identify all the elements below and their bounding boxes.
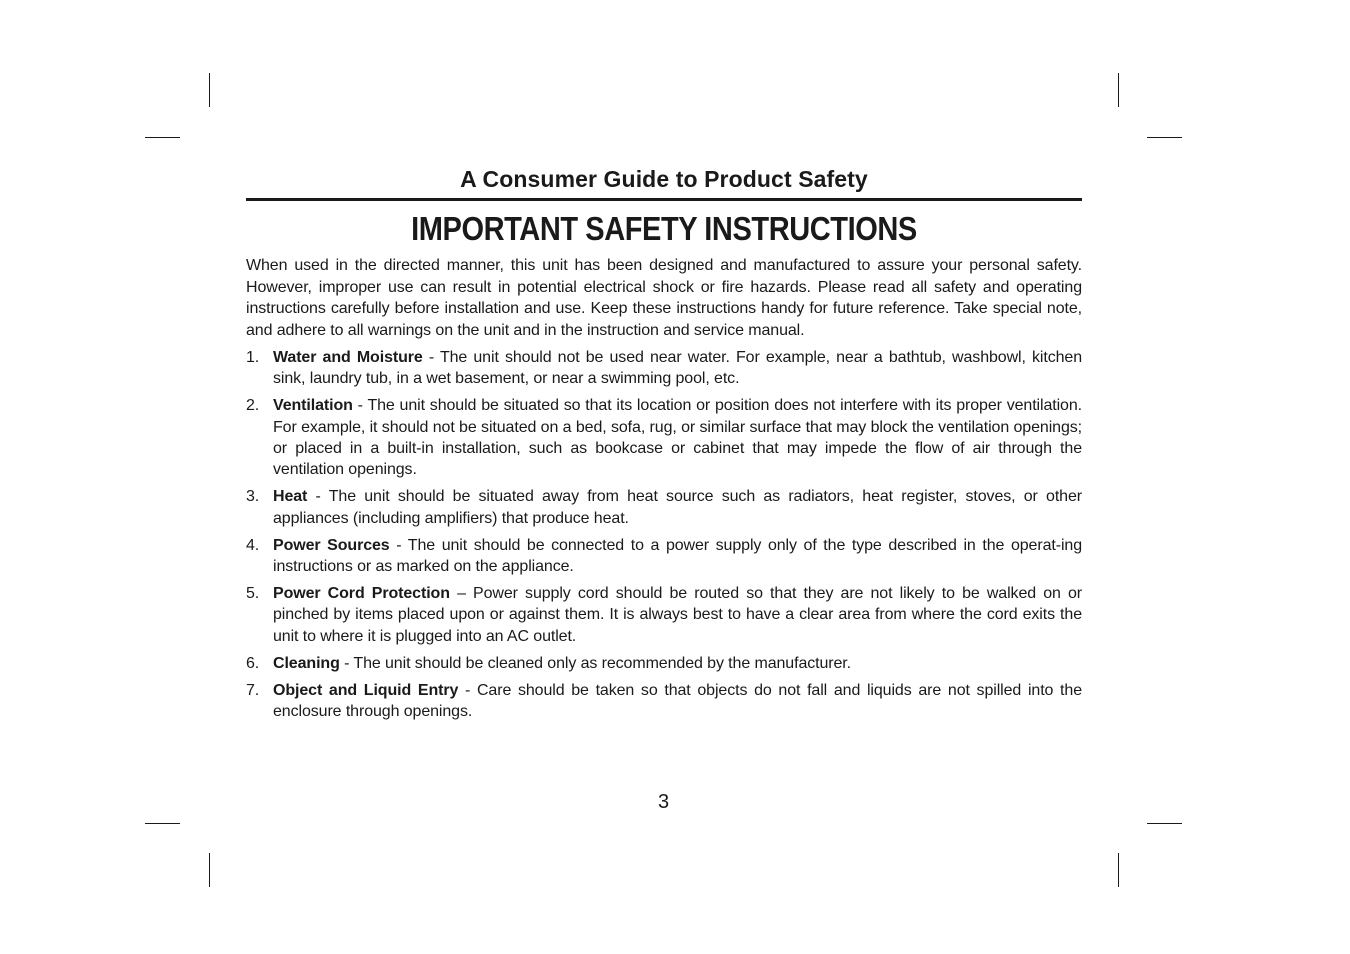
crop-mark-top-left-horizontal	[145, 137, 180, 138]
title-rule	[246, 198, 1082, 201]
intro-paragraph: When used in the directed manner, this unit has been designed and manufactured to assure your personal safety. However, improper use can result in potential electrical shock or fire hazards. Please read all safety and operating instructions carefully before installation and use. Keep these instructions handy for future reference. Take special note, and adhere to all warnings on the unit and in the instruction and service manual.	[246, 257, 1082, 339]
crop-mark-top-left-vertical	[209, 73, 210, 107]
crop-mark-bottom-right-horizontal	[1147, 823, 1182, 824]
main-title: IMPORTANT SAFETY INSTRUCTIONS	[411, 210, 917, 247]
item-number: 1.	[246, 349, 260, 366]
item-text: - Care should be taken so that objects do not fall and liquids are not spilled into the enclosure through openings.	[273, 681, 1083, 721]
crop-mark-top-right-horizontal	[1147, 137, 1182, 138]
list-item	[246, 347, 1082, 390]
item-number: 4.	[246, 536, 260, 554]
item-term: Power Cord Protection	[273, 585, 450, 603]
item-body	[273, 395, 1082, 480]
list-item	[246, 535, 1082, 578]
item-term: Object and Liquid Entry	[273, 681, 459, 699]
item-body	[273, 680, 1082, 723]
item-body	[273, 535, 1082, 578]
list-item	[246, 486, 1082, 529]
item-text: - The unit should be cleaned only as recommended by the manufacturer.	[339, 654, 852, 672]
list-item	[246, 395, 1082, 480]
crop-mark-top-right-vertical	[1118, 73, 1119, 107]
item-body	[273, 347, 1082, 390]
item-text: - The unit should not be used near water. For example, near a bathtub, washbowl, kitchen sink, laundry tub, in a wet basement, or near a swimming pool, etc.	[273, 349, 1082, 388]
crop-mark-bottom-right-vertical	[1118, 853, 1119, 887]
item-term: Ventilation	[273, 397, 353, 415]
item-body	[273, 653, 1082, 674]
item-text: - The unit should be situated so that its location or position does not interfere with its proper ventilation. For example, it should not be situated on a bed, sofa, rug, or similar surface that may block the ventilation openings; or placed in a built-in installation, such as bookcase or cabinet that may impede the flow of air through the ventilation openings.	[273, 397, 1082, 479]
item-number: 7.	[246, 681, 260, 699]
item-text: - The unit should be situated away from heat source such as radiators, heat register, stoves, or other appliances (including amplifiers) that produce heat.	[273, 488, 1082, 527]
safety-list	[246, 347, 1082, 723]
item-text: - The unit should be connected to a power supply only of the type described in the operat-ing instructions or as marked on the appliance.	[273, 536, 1082, 576]
crop-mark-bottom-left-vertical	[209, 853, 210, 887]
item-term: Water and Moisture	[273, 349, 423, 366]
item-number: 5.	[246, 585, 260, 603]
crop-mark-bottom-left-horizontal	[145, 823, 180, 824]
list-item	[246, 583, 1082, 647]
item-body	[273, 486, 1082, 529]
item-text: – Power supply cord should be routed so that they are not likely to be walked on or pinched by items placed upon or against them. It is always best to have a clear area from where the cord exits the unit to where it is plugged into an AC outlet.	[273, 585, 1082, 645]
page-content	[246, 164, 1082, 728]
item-term: Cleaning	[273, 654, 340, 672]
item-term: Power Sources	[273, 536, 390, 554]
item-term: Heat	[273, 488, 308, 506]
page-number: 3	[657, 791, 670, 813]
item-body	[273, 583, 1082, 647]
item-number: 2.	[246, 397, 260, 415]
list-item	[246, 680, 1082, 723]
guide-title: A Consumer Guide to Product Safety	[460, 166, 868, 192]
list-item	[246, 653, 1082, 674]
item-number: 3.	[246, 488, 260, 506]
item-number: 6.	[246, 654, 260, 672]
